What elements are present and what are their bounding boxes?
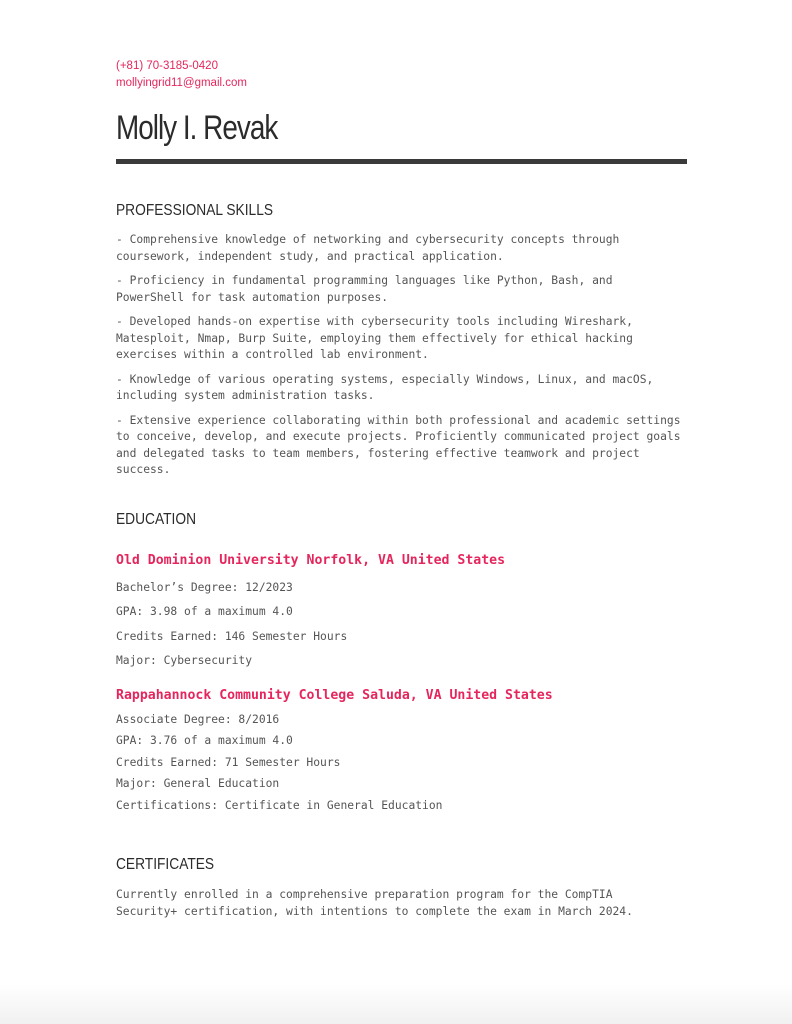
certificates-text: Currently enrolled in a comprehensive preparation program for the CompTIA Security+ certification, with intentions to complete the exam in March 2024. — [116, 888, 633, 918]
name-divider — [116, 159, 687, 164]
certifications-line: Certifications: Certificate in General Education — [116, 798, 443, 812]
major-line: Major: Cybersecurity — [116, 654, 253, 667]
gpa-line: GPA: 3.76 of a maximum 4.0 — [116, 734, 293, 747]
section-title-certificates: CERTIFICATES — [116, 856, 215, 873]
credits-line: Credits Earned: 146 Semester Hours — [116, 629, 348, 643]
email-address: mollyingrid11@gmail.com — [116, 77, 247, 89]
school-name: Rappahannock Community College Saluda, VA United States — [116, 687, 553, 703]
resume-page — [116, 58, 688, 920]
credits-line: Credits Earned: 71 Semester Hours — [116, 755, 341, 769]
school-details — [116, 576, 688, 674]
degree-line: Bachelor’s Degree: 12/2023 — [116, 580, 293, 594]
skills-list — [116, 232, 688, 479]
skill-item: - Proficiency in fundamental programming languages like Python, Bash, and PowerShell for task automation purposes. — [116, 274, 613, 304]
school-name: Old Dominion University Norfolk, VA United States — [116, 552, 506, 568]
contact-info — [116, 58, 688, 92]
skill-item: - Knowledge of various operating systems, especially Windows, Linux, and macOS, including system administration tasks. — [116, 372, 654, 402]
education-section — [116, 510, 688, 817]
phone-number: (+81) 70-3185-0420 — [116, 60, 218, 72]
school-entry — [116, 687, 688, 817]
skill-item: - Comprehensive knowledge of networking and cybersecurity concepts through coursework, independent study, and practical application. — [116, 233, 620, 263]
section-title-skills: PROFESSIONAL SKILLS — [116, 202, 274, 219]
professional-skills-section — [116, 201, 688, 479]
major-line: Major: General Education — [116, 777, 280, 790]
page-bottom-shadow — [0, 984, 792, 1024]
skill-item: - Developed hands-on expertise with cybersecurity tools including Wireshark, Matesploit, Nmap, Burp Suite, employing them effectively for ethical hacking exercises within a controlled lab environment. — [116, 315, 633, 361]
school-entry — [116, 552, 688, 674]
section-title-education: EDUCATION — [116, 510, 197, 528]
gpa-line: GPA: 3.98 of a maximum 4.0 — [116, 605, 293, 618]
skill-item: - Extensive experience collaborating within both professional and academic settings to conceive, develop, and execute projects. Proficiently communicated project goals and delegated tasks to team members, fostering effective teamwork and project success. — [116, 413, 681, 476]
school-details — [116, 709, 688, 817]
candidate-name: Molly I. Revak — [116, 109, 278, 147]
certificates-section — [116, 855, 688, 920]
degree-line: Associate Degree: 8/2016 — [116, 712, 280, 726]
